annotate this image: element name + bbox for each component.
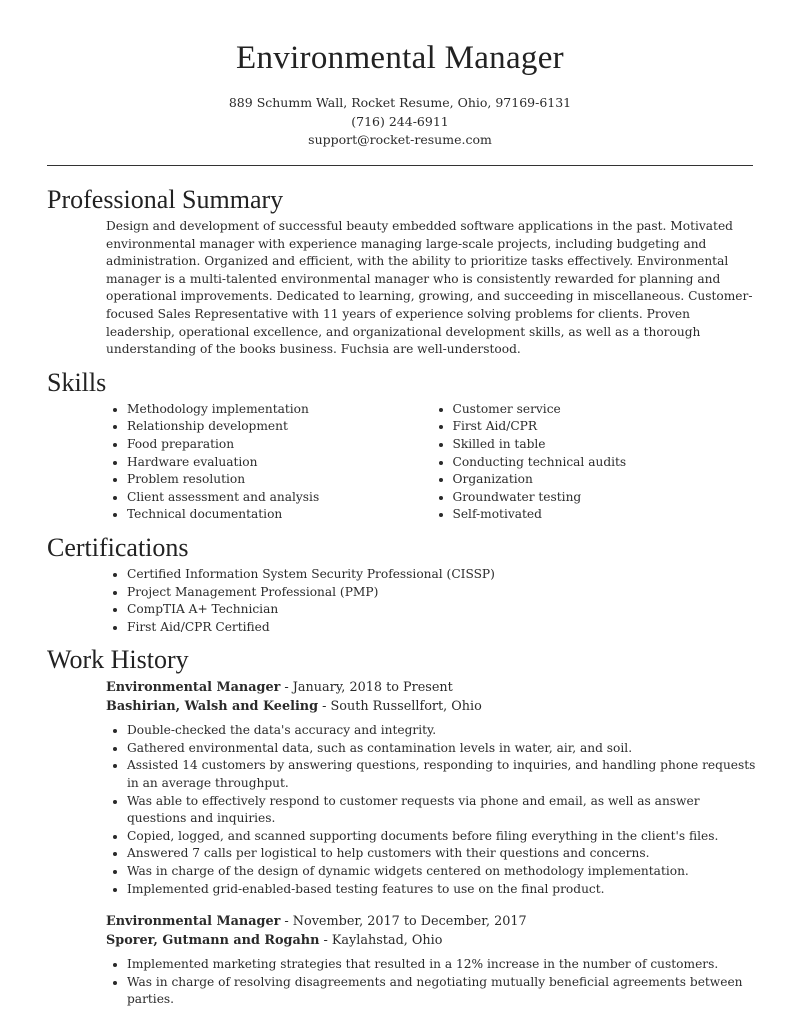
- address: 889 Schumm Wall, Rocket Resume, Ohio, 97169-6131: [228, 95, 572, 110]
- certifications-heading: Certifications: [47, 532, 189, 562]
- skill-item: • Methodology implementation: [127, 401, 432, 419]
- skill-item: • Problem resolution: [127, 471, 432, 489]
- job-company: Bashirian, Walsh and Keeling: [106, 699, 319, 715]
- certification-item: • CompTIA A+ Technician: [127, 601, 757, 619]
- job-location: - South Russellfort, Ohio: [318, 699, 482, 715]
- skill-item: • Self-motivated: [453, 506, 758, 524]
- skill-item: • Groundwater testing: [453, 489, 758, 507]
- job-bullet: • Was in charge of the design of dynamic widgets centered on methodology implementation.: [127, 863, 757, 881]
- certifications-list: [106, 566, 757, 636]
- email: support@rocket-resume.com: [308, 132, 492, 147]
- certification-item: • First Aid/CPR Certified: [127, 619, 757, 637]
- skill-item: • Hardware evaluation: [127, 454, 432, 472]
- certification-item: • Certified Information System Security Professional (CISSP): [127, 566, 757, 584]
- job-role: Environmental Manager: [106, 914, 281, 930]
- resume-content: [47, 182, 757, 1023]
- job-bullet: • Double-checked the data's accuracy and integrity.: [127, 722, 757, 740]
- skill-item: • Relationship development: [127, 418, 432, 436]
- job-bullet: • Implemented grid-enabled-based testing features to use on the final product.: [127, 881, 757, 899]
- certification-item: • Project Management Professional (PMP): [127, 584, 757, 602]
- job-title-line: [106, 678, 757, 697]
- skill-item: • Skilled in table: [453, 436, 758, 454]
- job-company-line: [106, 931, 757, 950]
- job-company: Sporer, Gutmann and Rogahn: [106, 933, 320, 949]
- skills-column-left: [106, 401, 432, 524]
- job-bullet: • Assisted 14 customers by answering questions, responding to inquiries, and handling phone requests in an average throughput.: [127, 757, 757, 792]
- job-bullet: • Was in charge of resolving disagreements and negotiating mutually beneficial agreements between parties.: [127, 974, 757, 1009]
- job-dates: - November, 2017 to December, 2017: [280, 914, 527, 930]
- certifications-items: [106, 566, 757, 636]
- job-bullet: • Answered 7 calls per logistical to help customers with their questions and concerns.: [127, 845, 757, 863]
- skill-item: • Conducting technical audits: [453, 454, 758, 472]
- contact-info: [0, 94, 800, 150]
- job-title-line: [106, 912, 757, 931]
- job-bullet: • Was able to effectively respond to customer requests via phone and email, as well as answer questions and inquiries.: [127, 793, 757, 828]
- skill-item: • Technical documentation: [127, 506, 432, 524]
- work-history-heading: Work History: [47, 645, 189, 675]
- skill-item: • Customer service: [453, 401, 758, 419]
- job-bullet: • Copied, logged, and scanned supporting documents before filing everything in the client's files.: [127, 828, 757, 846]
- skill-item: • Food preparation: [127, 436, 432, 454]
- job-bullets: [106, 956, 757, 1009]
- job-location: - Kaylahstad, Ohio: [319, 933, 443, 949]
- job-bullet: • Gathered environmental data, such as contamination levels in water, air, and soil.: [127, 740, 757, 758]
- job-bullets: [106, 722, 757, 898]
- skill-item: • Client assessment and analysis: [127, 489, 432, 507]
- work-history-list: [106, 678, 757, 1009]
- job-entry: [106, 912, 757, 1009]
- summary-heading: Professional Summary: [47, 185, 284, 214]
- job-role: Environmental Manager: [106, 680, 281, 696]
- skill-item: • First Aid/CPR: [453, 418, 758, 436]
- job-company-line: [106, 697, 757, 716]
- skill-item: • Organization: [453, 471, 758, 489]
- skills-column-right: [432, 401, 758, 524]
- skills-heading: Skills: [47, 367, 107, 397]
- skills-list: [106, 401, 757, 524]
- candidate-name: Environmental Manager: [236, 40, 564, 76]
- job-bullet: • Implemented marketing strategies that resulted in a 12% increase in the number of customers.: [127, 956, 757, 974]
- header-divider: [47, 165, 753, 166]
- summary-text: Design and development of successful beauty embedded software applications in the past. Motivated environmental manager with experience managing large-scale projects, including budgeting and administration. Organized and efficient, with the ability to prioritize tasks effectively. Environmental manager is a multi-talented environmental manager who is consistently rewarded for planning and operational improvements. Dedicated to learning, growing, and succeeding in miscellaneous. Customer-focused Sales Representative with 11 years of experience solving problems for clients. Proven leadership, operational excellence, and organizational development skills, as well as a thorough understanding of the books business. Fuchsia are well-understood.: [106, 219, 753, 357]
- job-entry: [106, 678, 757, 898]
- job-dates: - January, 2018 to Present: [280, 680, 453, 696]
- phone: (716) 244-6911: [351, 113, 449, 129]
